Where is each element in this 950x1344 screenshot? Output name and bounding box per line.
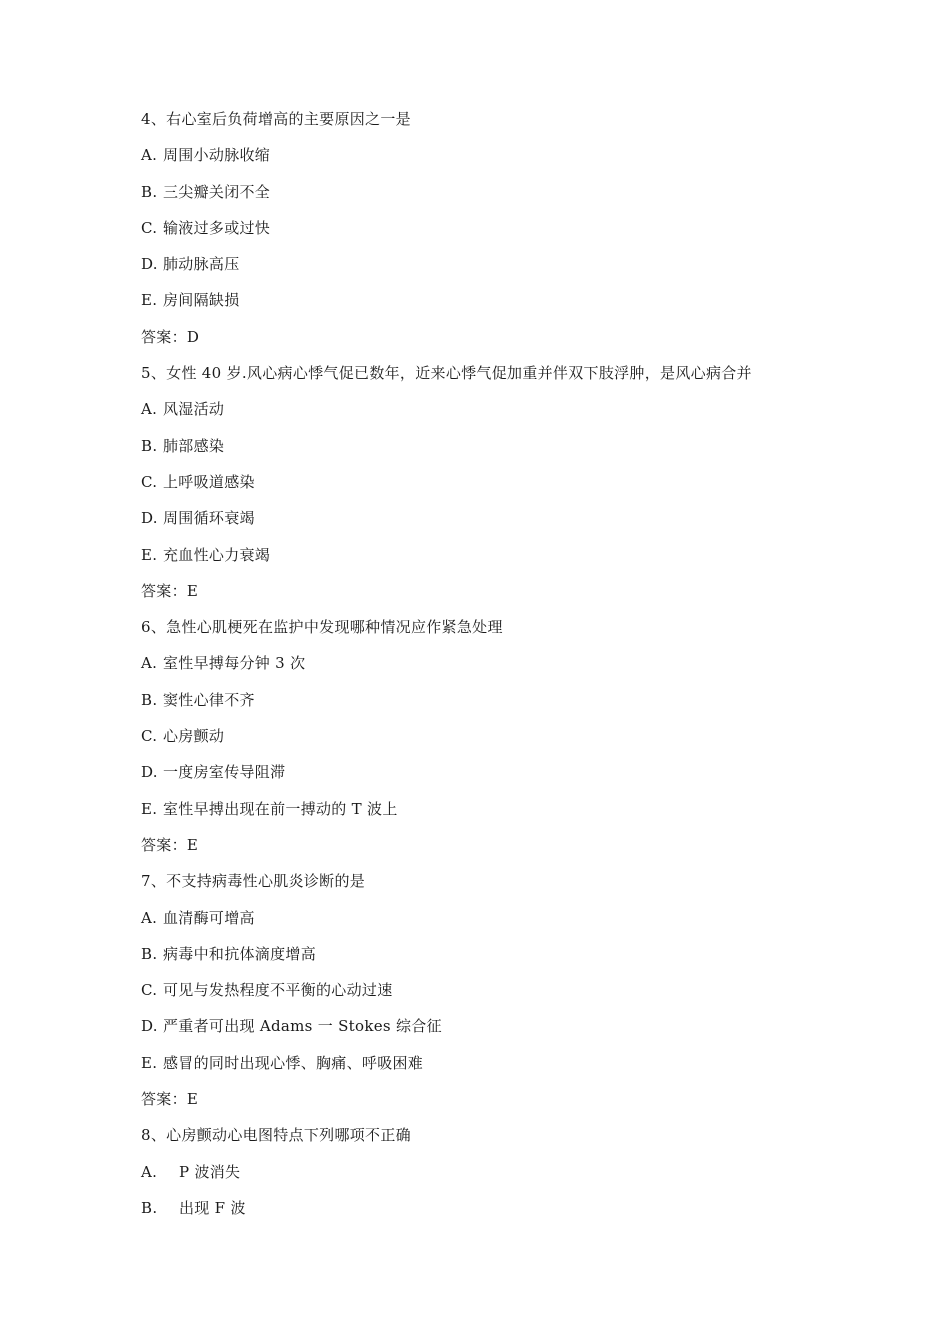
question-5-option-e: E. 充血性心力衰竭: [141, 545, 271, 564]
question-7-option-a: A. 血清酶可增高: [141, 908, 255, 927]
question-4-option-e: E. 房间隔缺损: [141, 291, 240, 310]
question-4-option-c: C. 输液过多或过快: [141, 218, 271, 237]
question-4-option-a: A. 周围小动脉收缩: [141, 146, 271, 165]
question-6-option-b: B. 窦性心律不齐: [141, 690, 255, 709]
question-7-option-e: E. 感冒的同时出现心悸、胸痛、呼吸困难: [141, 1053, 424, 1072]
question-6-option-a: A. 室性早搏每分钟 3 次: [141, 654, 306, 673]
question-list: [141, 106, 841, 1231]
question-7-option-d: D. 严重者可出现 Adams 一 Stokes 综合征: [141, 1017, 442, 1036]
question-5-option-d: D. 周围循环衰竭: [141, 509, 255, 528]
question-5-option-b: B. 肺部感染: [141, 436, 225, 455]
question-8-text: 8、心房颤动心电图特点下列哪项不正确: [141, 1126, 411, 1145]
question-8-option-b: B. 出现 F 波: [141, 1198, 246, 1217]
question-6-answer: 答案：E: [141, 835, 199, 854]
question-6-option-d: D. 一度房室传导阻滞: [141, 763, 286, 782]
question-5-option-c: C. 上呼吸道感染: [141, 472, 255, 491]
question-4-option-d: D. 肺动脉高压: [141, 255, 240, 274]
question-5-text: 5、女性 40 岁.风心病心悸气促已数年，近来心悸气促加重并伴双下肢浮肿，是风心病合并: [141, 364, 752, 383]
question-7-text: 7、不支持病毒性心肌炎诊断的是: [141, 872, 366, 891]
question-4-text: 4、右心室后负荷增高的主要原因之一是: [141, 110, 411, 128]
question-7-option-b: B. 病毒中和抗体滴度增高: [141, 944, 317, 963]
question-6-option-e: E. 室性早搏出现在前一搏动的 T 波上: [141, 799, 398, 818]
question-6-text: 6、急性心肌梗死在监护中发现哪种情况应作紧急处理: [141, 618, 503, 637]
question-5-option-a: A. 风湿活动: [141, 400, 225, 419]
question-5-answer: 答案：E: [141, 581, 199, 600]
question-8-option-a: A. P 波消失: [141, 1162, 241, 1181]
question-4-option-b: B. 三尖瓣关闭不全: [141, 182, 271, 201]
question-6-option-c: C. 心房颤动: [141, 727, 225, 746]
question-7-option-c: C. 可见与发热程度不平衡的心动过速: [141, 981, 393, 1000]
question-4-answer: 答案：D: [141, 327, 200, 346]
question-7-answer: 答案：E: [141, 1090, 199, 1109]
